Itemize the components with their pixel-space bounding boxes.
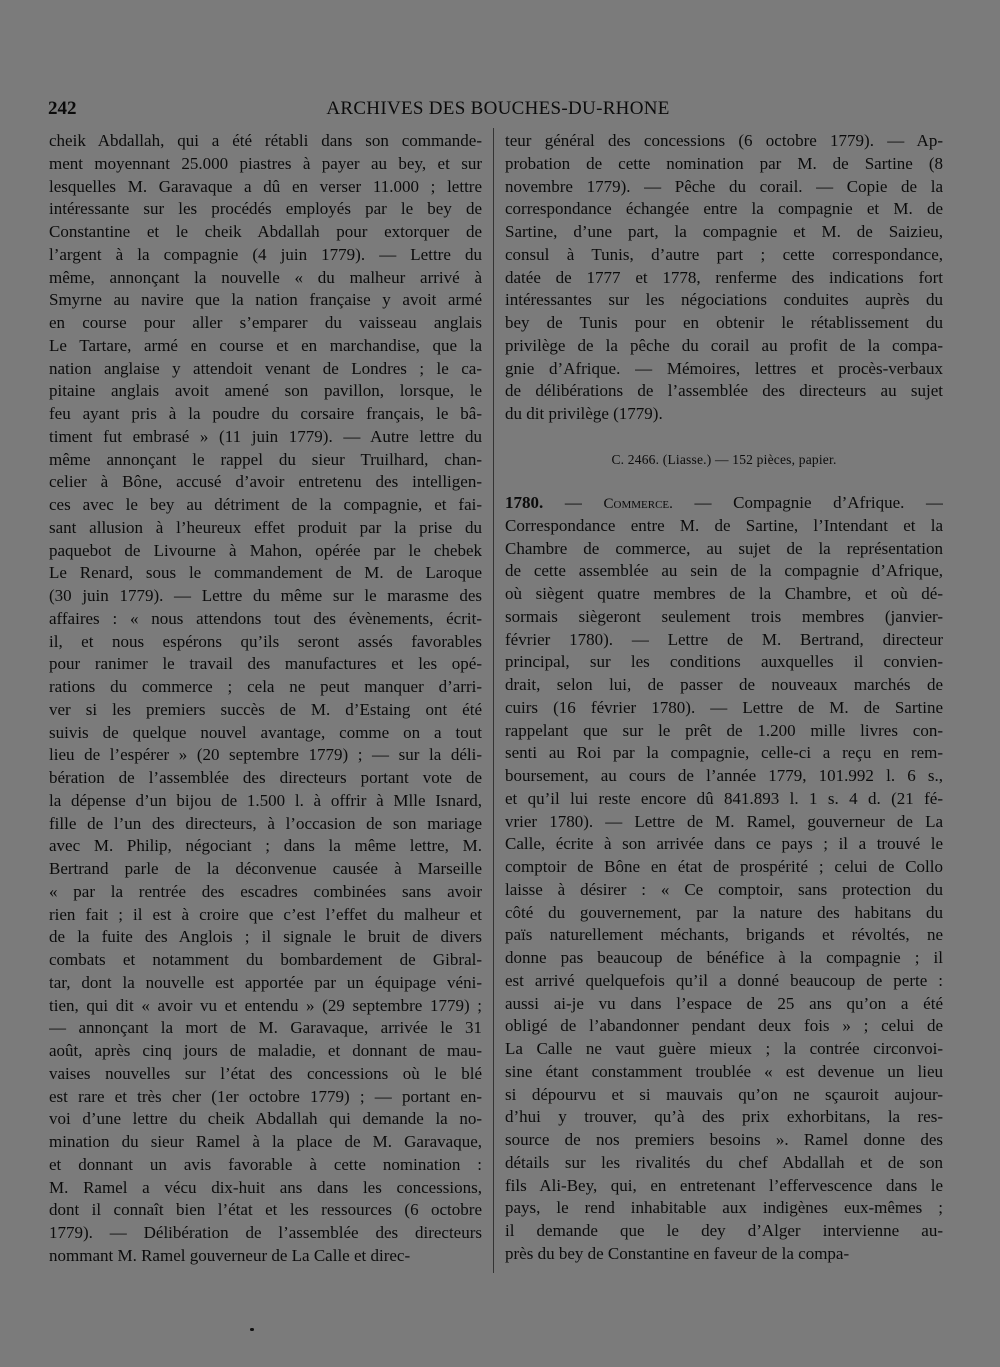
text-line: il demande que le dey d’Alger intervienne au- bbox=[505, 1221, 943, 1240]
entry-year: 1780. bbox=[505, 493, 544, 512]
text-line: ver si les premiers succès de M. d’Estaing ont été bbox=[49, 699, 482, 719]
text-line: de délibérations de l’assemblée des directeurs au sujet bbox=[505, 381, 943, 401]
entry-body bbox=[505, 515, 943, 1266]
text-line: voi d’une lettre du cheik Abdallah qui demande la no- bbox=[49, 1109, 482, 1129]
text-line: nommant M. Ramel gouverneur de La Calle et direc- bbox=[49, 1245, 411, 1265]
text-line: où siègent quatre membres de la Chambre, et où dé- bbox=[505, 584, 943, 603]
text-line: côté du gouvernement, par la nature des habitans du bbox=[505, 902, 943, 922]
left-column bbox=[49, 130, 482, 1268]
text-line: vaises nouvelles sur l’état des concessions où le blé bbox=[49, 1063, 482, 1083]
text-line: pitaine anglais avoit amené son pavillon, lorsque, le bbox=[49, 381, 482, 401]
text-line: La Calle ne vaut guère mieux ; la contrée circonvoi- bbox=[505, 1039, 943, 1058]
text-line: de la fuite des Anglois ; il signale le bruit de divers bbox=[49, 927, 482, 947]
text-line: et qu’il lui reste encore dû 841.893 l. 1 s. 4 d. (21 fé- bbox=[505, 788, 943, 808]
text-line: M. Ramel a vécu dix-huit ans dans les concessions, bbox=[49, 1177, 482, 1197]
text-line: boursement, au cours de l’année 1779, 101.992 l. 6 s., bbox=[505, 766, 943, 785]
text-line: obligé de l’abandonner pendant deux fois » ; celui de bbox=[505, 1016, 943, 1036]
text-line: rappelant que sur le prêt de 1.200 mille livres con- bbox=[505, 720, 943, 740]
text-line: gnie d’Afrique. — Mémoires, lettres et procès-verbaux bbox=[505, 358, 943, 378]
text-line: aussi ai-je vu dans l’espace de 25 ans qu’on a été bbox=[505, 993, 943, 1013]
text-line: suivis de quelque nouvel avantage, comme on a tout bbox=[49, 722, 482, 742]
text-line: février 1780). — Lettre de M. Bertrand, directeur bbox=[505, 629, 943, 649]
text-line: bey de Tunis pour en obtenir le rétablissement du bbox=[505, 313, 943, 332]
text-line: timent fut embrasé » (11 juin 1779). — Autre lettre du bbox=[49, 426, 482, 446]
text-line: sant allusion à l’heureux effet produit par la prise du bbox=[49, 517, 482, 537]
text-line: l’argent à la compagnie (4 juin 1779). — Lettre du bbox=[49, 244, 482, 264]
text-line: source de nos premiers besoins ». Ramel donne des bbox=[505, 1130, 943, 1149]
text-line: vrier 1780). — Lettre de M. Ramel, gouverneur de La bbox=[505, 811, 943, 831]
text-line: privilège de la pêche du corail au profit de la compa- bbox=[505, 335, 943, 355]
text-line: intéressante sur les procédés employés par le bey de bbox=[49, 199, 482, 219]
text-line: correspondance échangée entre la compagnie et M. de bbox=[505, 199, 943, 219]
text-line: affaires : « nous attendons tout des évènements, écrit- bbox=[49, 608, 482, 628]
text-line: lieu de l’espérer » (20 septembre 1779) ; — sur la déli- bbox=[49, 745, 482, 765]
text-line: même annonçant le rappel du sieur Truilhard, chan- bbox=[49, 449, 482, 469]
text-line: près du bey de Constantine en faveur de la compa- bbox=[505, 1243, 850, 1263]
text-line: datée de 1777 et 1778, renferme des indications fort bbox=[505, 267, 943, 287]
text-line: drait, selon lui, de passer de nouveaux marchés de bbox=[505, 675, 943, 694]
text-line: avec M. Philip, négociant ; dans la même lettre, M. bbox=[49, 836, 482, 856]
text-line: combats et notamment du bombardement de Gibral- bbox=[49, 950, 482, 969]
text-line: païs naturellement méchants, brigands et révoltés, ne bbox=[505, 925, 943, 945]
text-line: — annonçant la mort de M. Garavaque, arrivée le 31 bbox=[49, 1018, 482, 1038]
text-line: comptoir de Bône en état de prospérité ; celui de Collo bbox=[505, 857, 943, 876]
text-line: fils Ali-Bey, qui, en entretenant l’effervescence dans le bbox=[505, 1175, 943, 1195]
text-line: en course pour aller s’emparer du vaisseau anglais bbox=[49, 313, 482, 332]
text-line: intéressantes sur les négociations conduites auprès du bbox=[505, 290, 943, 310]
text-line: est rare et très cher (1er octobre 1779) ; — portant en- bbox=[49, 1086, 482, 1106]
text-line: principal, sur les conditions auxquelles il convien- bbox=[505, 652, 943, 672]
text-line: dont il connaît bien l’état et les ressources (6 octobre bbox=[49, 1200, 482, 1220]
text-line: Sartine, d’une part, la compagnie et M. de Saizieu, bbox=[505, 222, 943, 241]
text-line: Bertrand parle de la déconvenue causée à Marseille bbox=[49, 859, 482, 878]
text-line: bération de l’assemblée des directeurs portant vote de bbox=[49, 768, 482, 787]
text-line: donne pas beaucoup de bénéfice à la compagnie ; il bbox=[505, 948, 943, 967]
text-line: est arrivé quelquefois qu’il a donné beaucoup de perte : bbox=[505, 970, 943, 990]
entry-first-line-rest: — Compagnie d’Afrique. — bbox=[694, 493, 943, 512]
text-line: celier à Bône, accusé d’avoir entretenu des intelligen- bbox=[49, 472, 482, 492]
text-line: rations du commerce ; cela ne peut manquer d’arri- bbox=[49, 677, 482, 696]
text-line: Le Tartare, armé en course et en marchandise, que la bbox=[49, 335, 482, 355]
text-line: tien, qui dit « avoir vu et entendu » (29 septembre 1779) ; bbox=[49, 995, 482, 1015]
page-header bbox=[48, 98, 948, 126]
text-line: feu ayant pris à la poudre du corsaire français, le bâ- bbox=[49, 404, 482, 423]
source-note: C. 2466. (Liasse.) — 152 pièces, papier. bbox=[611, 452, 837, 467]
text-line: 1779). — Délibération de l’assemblée des directeurs bbox=[49, 1223, 482, 1242]
text-line: ment moyennant 25.000 piastres à payer au bey, et sur bbox=[49, 153, 482, 173]
text-line: Smyrne au navire que la nation française y avoit armé bbox=[49, 290, 482, 310]
text-line: « par la rentrée des escadres combinées sans avoir bbox=[49, 881, 482, 901]
text-line: paquebot de Livourne à Mahon, opérée par le chebek bbox=[49, 540, 482, 560]
archive-entry bbox=[505, 492, 943, 1266]
text-line: mination du sieur Ramel à la place de M. Garavaque, bbox=[49, 1132, 482, 1151]
text-line: Chambre de commerce, au sujet de la représentation bbox=[505, 538, 943, 558]
text-line: teur général des concessions (6 octobre 1779). — Ap- bbox=[505, 131, 943, 150]
text-line: de cette assemblée au sein de la compagnie d’Afrique, bbox=[505, 561, 943, 581]
text-line: Correspondance entre M. de Sartine, l’Intendant et la bbox=[505, 515, 943, 535]
text-line: il, et nous espérons qu’ils seront assés favorables bbox=[49, 631, 482, 651]
text-line: fille de l’un des directeurs, à l’occasion de son mariage bbox=[49, 813, 482, 833]
text-line: novembre 1779). — Pêche du corail. — Copie de la bbox=[505, 176, 943, 196]
text-line: consul à Tunis, d’autre part ; cette correspondance, bbox=[505, 244, 943, 264]
text-line: Calle, écrite à son arrivée dans ce pays ; il a trouvé le bbox=[505, 834, 943, 854]
text-line: senti au Roi par la compagnie, celle-ci a reçu en rem- bbox=[505, 743, 943, 763]
text-line: ces avec le bey au détriment de la compagnie, et fai- bbox=[49, 495, 482, 514]
text-line: cuirs (16 février 1780). — Lettre de M. de Sartine bbox=[505, 697, 943, 717]
text-line: (30 juin 1779). — Lettre du même sur le marasme des bbox=[49, 586, 482, 605]
text-line: rien fait ; il est à croire que c’est l’effet du malheur et bbox=[49, 904, 482, 924]
text-line: si dépourvu et si mauvais qu’on ne sçauroit aujour- bbox=[505, 1084, 943, 1104]
ink-speck bbox=[250, 1328, 254, 1331]
text-line: sine étant constamment troublée « est devenue un lieu bbox=[505, 1061, 943, 1081]
text-line: du dit privilège (1779). bbox=[505, 404, 663, 423]
text-line: laisse à désirer : « Ce comptoir, sans protection du bbox=[505, 879, 943, 899]
text-line: Le Renard, sous le commandement de M. de Laroque bbox=[49, 563, 482, 583]
entry-category: Commerce. bbox=[603, 496, 673, 512]
text-line: la dépense d’un bijou de 1.500 l. à offrir à Mlle Isnard, bbox=[49, 790, 482, 810]
running-title: ARCHIVES DES BOUCHES-DU-RHONE bbox=[326, 98, 670, 119]
text-line: probation de cette nomination par M. de Sartine (8 bbox=[505, 153, 943, 173]
text-line: lesquelles M. Garavaque a dû en verser 11.000 ; lettre bbox=[49, 176, 482, 196]
text-line: août, après cinq jours de maladie, et donnant de mau- bbox=[49, 1041, 482, 1060]
text-line: tar, dont la nouvelle est apportée par un équipage véni- bbox=[49, 972, 482, 992]
text-line: Constantine et le cheik Abdallah pour extorquer de bbox=[49, 222, 482, 241]
page-number: 242 bbox=[48, 98, 77, 119]
right-column-top bbox=[505, 130, 943, 426]
entry-heading-line: 1780. — Commerce. — Compagnie d’Afrique. — bbox=[505, 493, 943, 512]
text-line: cheik Abdallah, qui a été rétabli dans son commande- bbox=[49, 131, 482, 150]
column-divider bbox=[493, 128, 494, 1273]
text-line: et donnant un avis favorable à cette nomination : bbox=[49, 1154, 482, 1174]
text-line: pays, le rend inhabitable aux indigènes eux-mêmes ; bbox=[505, 1198, 943, 1218]
text-line: détails sur les rivalités du chef Abdallah et de son bbox=[505, 1152, 943, 1172]
text-line: même, annonçant la nouvelle « du malheur arrivé à bbox=[49, 267, 482, 287]
text-line: sormais siègeront seulement trois membres (janvier- bbox=[505, 606, 943, 626]
text-line: d’hui y trouver, qu’à des prix exhorbitans, la res- bbox=[505, 1107, 943, 1127]
text-line: pour ranimer le travail des manufactures et les opé- bbox=[49, 654, 482, 674]
text-line: nation anglaise y attendoit venant de Londres ; le ca- bbox=[49, 358, 482, 378]
